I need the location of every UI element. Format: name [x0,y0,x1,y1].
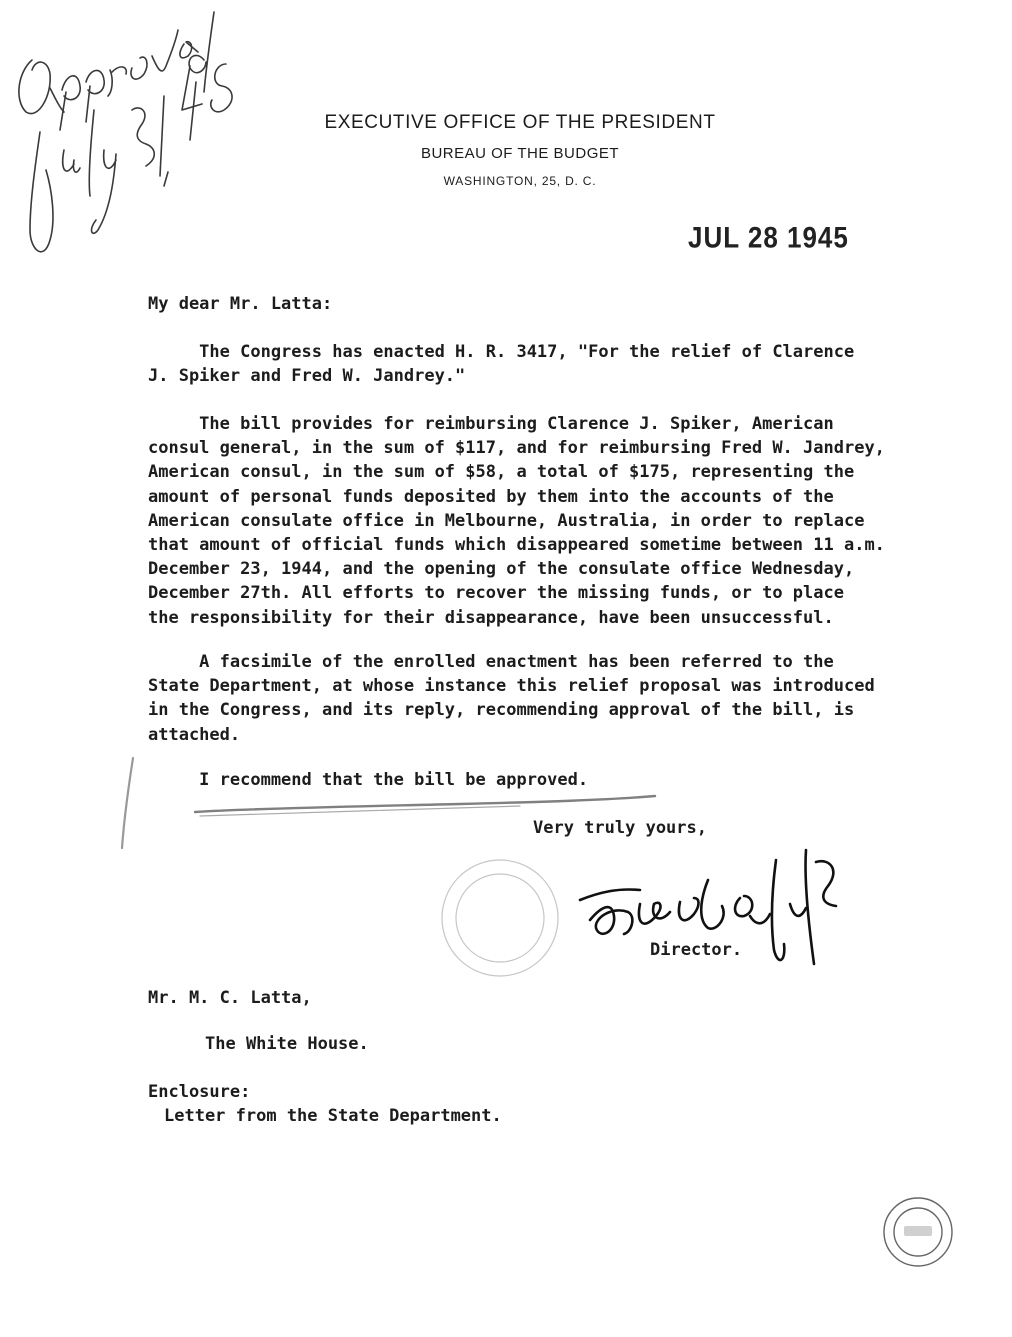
letterhead-office: EXECUTIVE OFFICE OF THE PRESIDENT [324,112,716,133]
enclosure-label: Enclosure: [148,1082,251,1102]
addressee: Mr. M. C. Latta, [148,988,312,1008]
letterhead-bureau: BUREAU OF THE BUDGET [420,145,620,162]
closing: Very truly yours, [533,818,707,838]
salutation: My dear Mr. Latta: [148,294,333,314]
letterhead-address: WASHINGTON, 25, D. C. [443,174,597,188]
enclosure-item: Letter from the State Department. [164,1106,502,1126]
paragraph-3: A facsimile of the enrolled enactment has been referred to the State Department, at whose instance this relief proposal was introduced in the Congress, and its reply, recommending approval of the bill, is attached. [148,652,875,745]
date-stamp: JUL 28 1945 [688,219,849,255]
paragraph-1: The Congress has enacted H. R. 3417, "For the relief of Clarence J. Spiker and Fred W. Jandrey." [148,342,855,387]
paragraph-2: The bill provides for reimbursing Clarence J. Spiker, American consul general, in the sum of $117, and for reimbursing Fred W. Jandrey, American consul, in the sum of $58, a total of $175, representing the amount of personal funds deposited by them into the accounts of the American consulate office in Melbourne, Australia, in order to replace that amount of official funds which disappeared sometime between 11 a.m. December 23, 1944, and the opening of the consulate office Wednesday, December 27th. All efforts to recover the missing funds, or to place the responsibility for their disappearance, have been unsuccessful. [148,414,885,628]
signature-title: Director. [650,940,743,960]
addressee-location: The White House. [205,1034,369,1054]
paragraph-4: I recommend that the bill be approved. [148,770,589,790]
